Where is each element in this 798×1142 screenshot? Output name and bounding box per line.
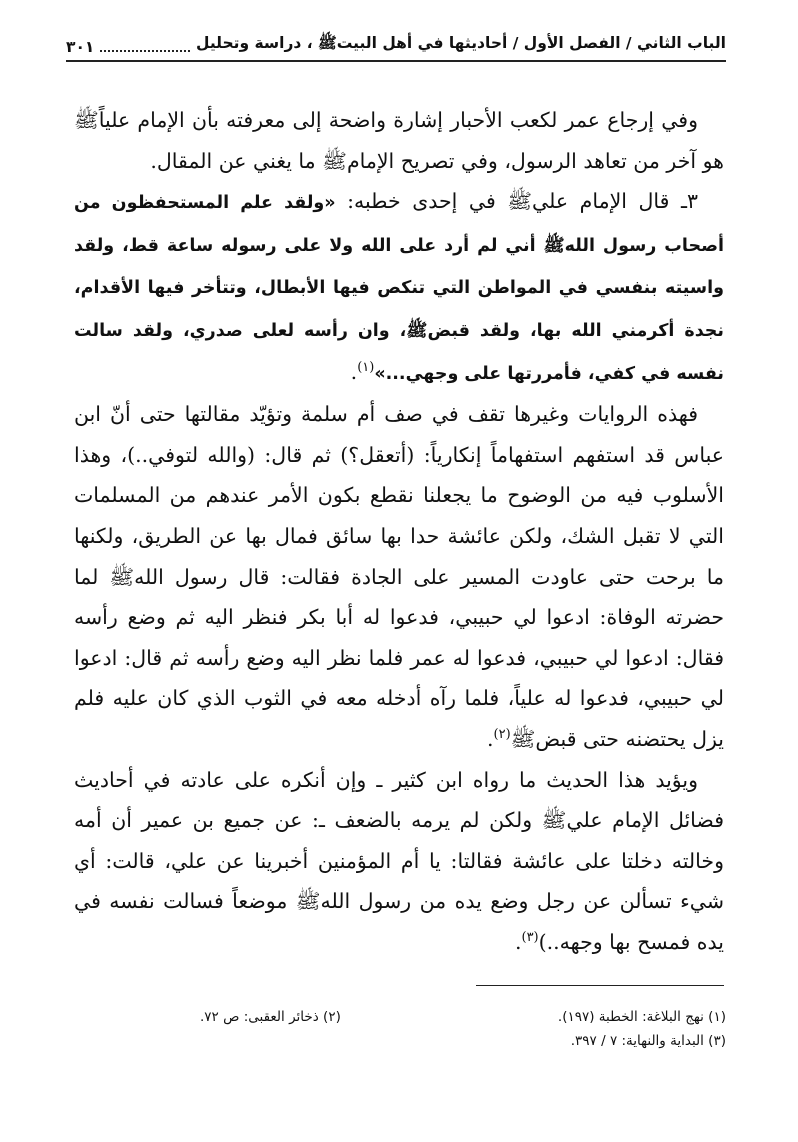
paragraph-3-end: . xyxy=(486,726,494,751)
footnote-2: (٢) ذخائر العقبى: ص ٧٢. xyxy=(200,1009,341,1025)
header-title: الباب الثاني / الفصل الأول / أحاديثها في أهل البيتﷺ ، دراسة وتحليل xyxy=(196,34,726,52)
footnote-1: (١) نهج البلاغة: الخطبة (١٩٧). xyxy=(557,1009,726,1025)
footnote-ref-1[interactable]: (١) xyxy=(357,359,375,375)
sermon-quote: «ولقد علم المستحفظون من أصحاب رسول اللهﷺ أني لم أرد على الله ولا على رسوله ساعة قط، ولقد واسيته بنفسي في المواطن التي تنكص فيها الأبطال، وتتأخر فيها الأقدام، نجدة أكرمني الله بها، ولقد قبضﷺ، وان رأسه لعلى صدري، ولقد سالت نفسه في كفي، فأمررتها على وجهي...» xyxy=(74,193,724,384)
paragraph-4-end: . xyxy=(514,929,522,954)
paragraph-3 xyxy=(74,394,724,759)
footnotes xyxy=(200,1005,726,1053)
paragraph-2 xyxy=(74,181,724,394)
page-number: ٣٠١ xyxy=(66,38,95,56)
footnote-separator xyxy=(476,985,724,986)
paragraph-1-text: وفي إرجاع عمر لكعب الأحبار إشارة واضحة إلى معرفته بأن الإمام علياًﷺ هو آخر من تعاهد الرسول، وفي تصريح الإمامﷺ ما يغني عن المقال. xyxy=(74,108,724,173)
running-header xyxy=(66,30,726,62)
header-dot-leader xyxy=(100,50,190,52)
footnote-3: (٣) البداية والنهاية: ٧ / ٣٩٧. xyxy=(570,1033,726,1049)
paragraph-4 xyxy=(74,760,724,963)
page-body xyxy=(74,100,724,962)
paragraph-1 xyxy=(74,100,724,181)
footnote-ref-3[interactable]: (٣) xyxy=(521,930,539,946)
footnote-row xyxy=(200,1005,726,1029)
footnote-row xyxy=(200,1029,726,1053)
paragraph-2-end: . xyxy=(350,359,358,384)
paragraph-4-text: ويؤيد هذا الحديث ما رواه ابن كثير ـ وإن أنكره على عادته في أحاديث فضائل الإمام عليﷺ ولكن لم يرمه بالضعف ـ: عن جميع بن عمير أن أمه وخالته دخلتا على عائشة فقالتا: يا أم المؤمنين أخبرينا عن علي، قالت: أي شيء تسألن عن رجل وضع يده من رسول اللهﷺ موضعاً فسالت نفسه في يده فمسح بها وجهه..) xyxy=(74,767,724,954)
paragraph-3-text: فهذه الروايات وغيرها تقف في صف أم سلمة وتؤيّد مقالتها حتى أنّ ابن عباس قد استفهم استفهاماً إنكارياً: (أتعقل؟) ثم قال: (والله لتوفي..)، وهذا الأسلوب فيه من الوضوح ما يجعلنا نقطع بكون الأمر عندهم من المسلمات التي لا تقبل الشك، ولكن عائشة حدا بها سائق فمال بها عن الطريق، ولكنها ما برحت حتى عاودت المسير على الجادة فقالت: قال رسول اللهﷺ لما حضرته الوفاة: ادعوا لي حبيبي، فدعوا له أبا بكر فنظر اليه ثم وضع رأسه فقال: ادعوا لي حبيبي، فدعوا له عمر فلما نظر اليه وضع رأسه ثم قال: ادعوا لي حبيبي، فدعوا له علياً، فلما رآه أدخله معه في الثوب الذي كان عليه فلم يزل يحتضنه حتى قبضﷺ xyxy=(74,402,724,751)
paragraph-2-intro: ٣ـ قال الإمام عليﷺ في إحدى خطبه: xyxy=(335,189,698,214)
footnote-ref-2[interactable]: (٢) xyxy=(493,727,511,743)
